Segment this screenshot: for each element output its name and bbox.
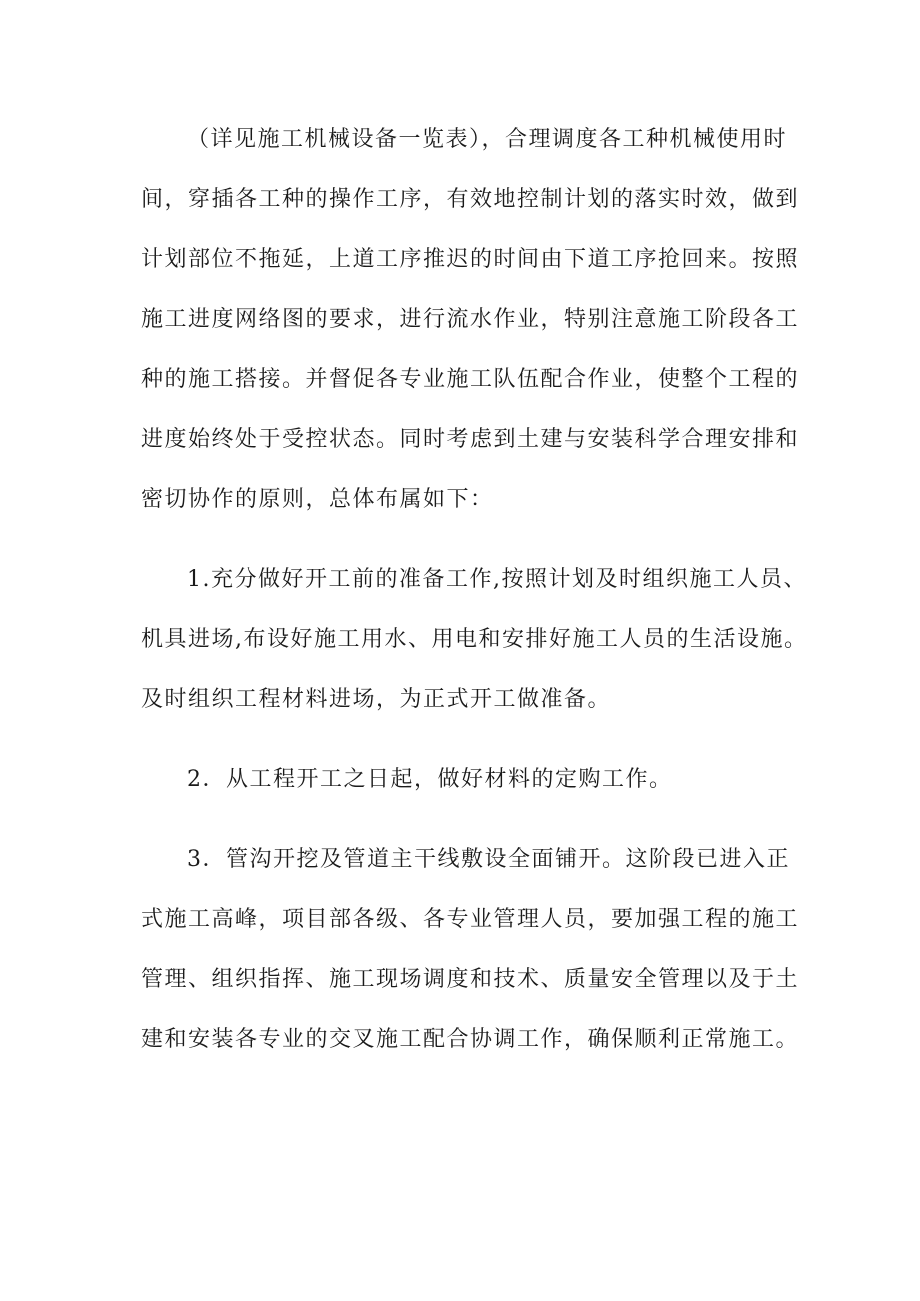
text-line: 机具进场,布设好施工用水、用电和安排好施工人员的生活设施。	[141, 627, 808, 652]
text-line: 计划部位不拖延，上道工序推迟的时间由下道工序抢回来。按照	[141, 247, 800, 272]
text-line: 进度始终处于受控状态。同时考虑到土建与安装科学合理安排和	[141, 427, 800, 452]
text-line: 施工进度网络图的要求，进行流水作业，特别注意施工阶段各工	[141, 307, 800, 332]
text-line: 建和安装各专业的交叉施工配合协调工作，确保顺利正常施工。	[141, 1027, 800, 1052]
text-line: 及时组织工程材料进场，为正式开工做准备。	[141, 687, 612, 712]
text-line: 式施工高峰，项目部各级、各专业管理人员，要加强工程的施工	[141, 907, 800, 932]
text-line: 种的施工搭接。并督促各专业施工队伍配合作业，使整个工程的	[141, 367, 800, 392]
text-line: 管理、组织指挥、施工现场调度和技术、质量安全管理以及于土	[141, 967, 800, 992]
list-item-2-line: 2．从工程开工之日起，做好材料的定购工作。	[187, 767, 673, 792]
text-line: （详见施工机械设备一览表），合理调度各工种机械使用时	[187, 127, 788, 152]
list-item-3-line: 3．管沟开挖及管道主干线敷设全面铺开。这阶段已进入正	[187, 847, 790, 872]
text-line: 密切协作的原则，总体布属如下：	[141, 487, 494, 512]
text-line: 间，穿插各工种的操作工序，有效地控制计划的落实时效，做到	[141, 187, 800, 212]
list-item-1-line: 1.充分做好开工前的准备工作,按照计划及时组织施工人员、	[187, 567, 807, 592]
